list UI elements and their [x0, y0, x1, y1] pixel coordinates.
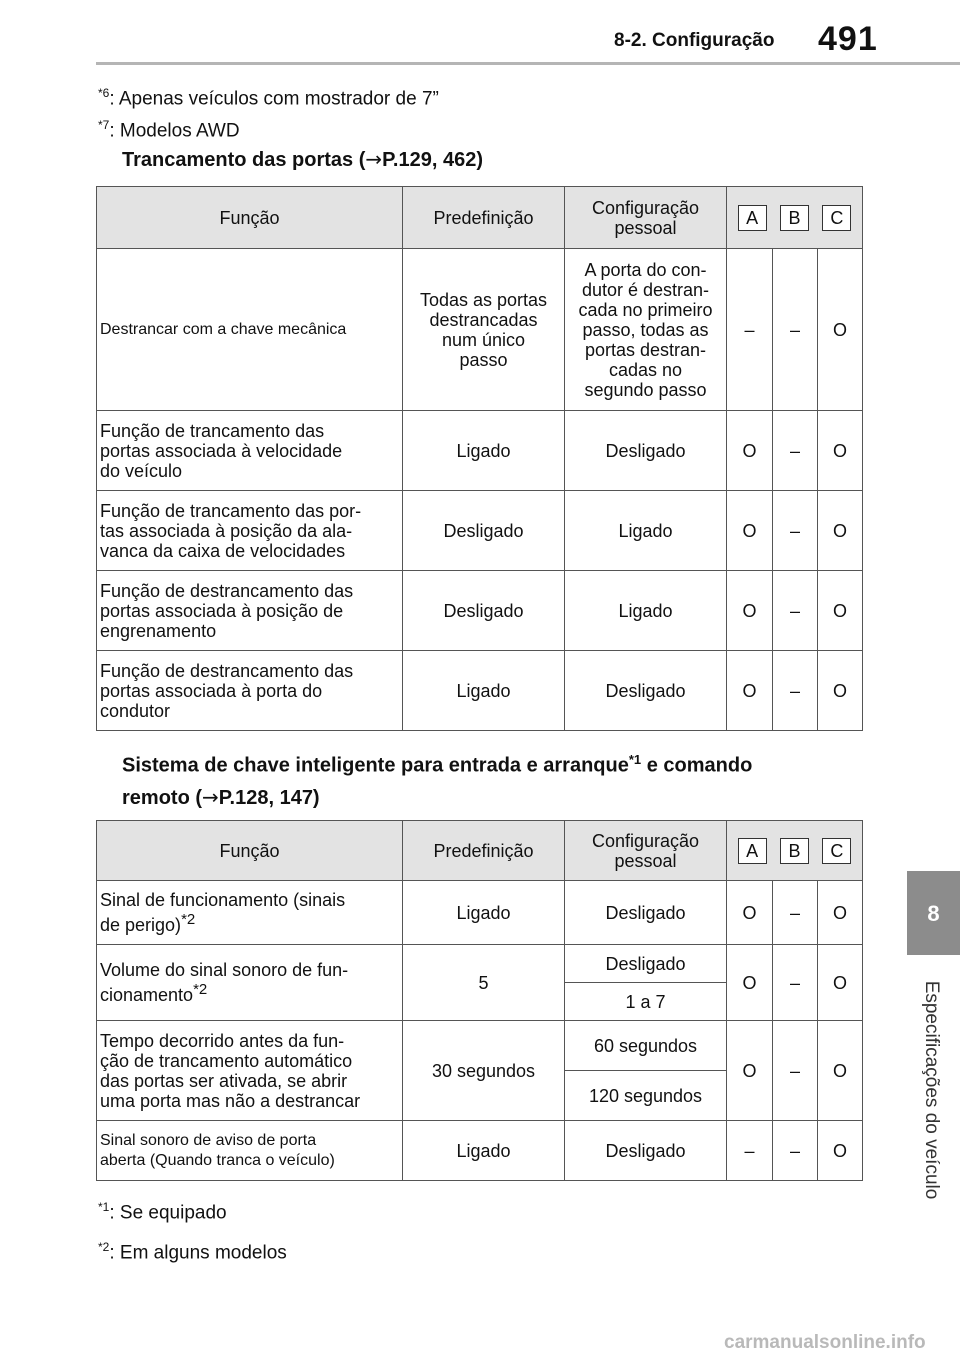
line: ção de trancamento automático: [100, 1050, 353, 1071]
cell-configuracao: 1 a 7: [565, 983, 727, 1021]
cell-b: –: [773, 249, 818, 411]
line: cada no primeiro: [578, 299, 713, 320]
line: do veículo: [100, 460, 183, 481]
title-page-ref: P.128, 147): [218, 786, 320, 809]
cell-c: O: [818, 1121, 863, 1181]
header-abc: [727, 821, 863, 881]
watermark: carmanualsonline.info: [724, 1332, 926, 1353]
header-configuracao: [565, 187, 727, 249]
header-funcao: Função: [97, 187, 403, 249]
cell-configuracao: 120 segundos: [565, 1071, 727, 1121]
cell-configuracao: [565, 249, 727, 411]
line: Função de destrancamento das: [100, 660, 354, 681]
table-header-row: [97, 187, 863, 249]
setting-b-box: B: [780, 205, 809, 231]
cell-a: O: [727, 651, 773, 731]
cell-predefinicao: Desligado: [403, 491, 565, 571]
page-number: 491: [818, 20, 878, 58]
table-row: [97, 571, 863, 651]
setting-b-box: B: [780, 838, 809, 864]
footnote-text: : Em alguns modelos: [109, 1242, 287, 1264]
line: Todas as portas: [419, 289, 548, 310]
section-heading: 8-2. Configuração: [614, 30, 775, 51]
cell-predefinicao: Ligado: [403, 881, 565, 945]
header-predefinicao: Predefinição: [403, 187, 565, 249]
cell-c: O: [818, 881, 863, 945]
cell-c: O: [818, 491, 863, 571]
section-title-smart-key: [122, 744, 752, 814]
cell-predefinicao: 5: [403, 945, 565, 1021]
line: portas associada à velocidade: [100, 440, 343, 461]
line: engrenamento: [100, 620, 217, 641]
cell-a: –: [727, 249, 773, 411]
cell-c: O: [818, 249, 863, 411]
cell-configuracao: Desligado: [565, 1121, 727, 1181]
cell-funcao: [97, 881, 403, 945]
chapter-title-vertical: [910, 960, 958, 1220]
cell-a: O: [727, 881, 773, 945]
door-locking-table: [96, 186, 863, 731]
footnote-6: [98, 86, 439, 110]
chapter-number: 8: [927, 901, 940, 926]
footnote-mark: *7: [98, 118, 110, 132]
title-text: Trancamento das portas (: [122, 149, 366, 171]
cell-b: –: [773, 571, 818, 651]
setting-c-box: C: [822, 838, 851, 864]
table-row: [97, 881, 863, 945]
cell-configuracao: Ligado: [565, 491, 727, 571]
smart-key-table: [96, 820, 863, 1181]
header-configuracao: [565, 821, 727, 881]
table-row: [97, 945, 863, 983]
table-row: [97, 651, 863, 731]
table-row: [97, 1021, 863, 1071]
table-row: [97, 491, 863, 571]
line: passo: [459, 349, 508, 370]
cell-funcao: [97, 571, 403, 651]
footnote-2: [98, 1240, 287, 1264]
setting-a-box: A: [738, 205, 767, 231]
header-funcao: Função: [97, 821, 403, 881]
table-row: [97, 1121, 863, 1181]
header-config-line: Configuração: [591, 830, 700, 851]
footnote-mark: *2: [98, 1240, 110, 1254]
footnote-text: : Se equipado: [109, 1202, 227, 1224]
cell-c: O: [818, 411, 863, 491]
footnote-mark: *6: [98, 86, 110, 100]
line: das portas ser ativada, se abrir: [100, 1070, 348, 1091]
footnote-mark: *1: [628, 752, 642, 767]
cell-a: O: [727, 1021, 773, 1121]
cell-predefinicao: Ligado: [403, 411, 565, 491]
footnote-mark: *2: [181, 911, 196, 928]
cell-configuracao: Desligado: [565, 651, 727, 731]
line: Sinal de funcionamento (sinais: [100, 890, 346, 910]
cell-funcao: [97, 491, 403, 571]
cell-b: –: [773, 411, 818, 491]
header-config-line: pessoal: [614, 217, 677, 238]
line: Função de trancamento das: [100, 420, 325, 441]
footnote-7: [98, 118, 240, 142]
line: A porta do con-: [584, 259, 707, 280]
line: dutor é destran-: [581, 279, 710, 300]
table-row: [97, 411, 863, 491]
line: condutor: [100, 700, 171, 721]
cell-configuracao: Desligado: [565, 411, 727, 491]
cell-funcao: [97, 945, 403, 1021]
header-config-line: pessoal: [614, 850, 677, 871]
cell-b: –: [773, 945, 818, 1021]
cell-a: O: [727, 411, 773, 491]
cell-b: –: [773, 651, 818, 731]
cell-configuracao: 60 segundos: [565, 1021, 727, 1071]
header-abc: [727, 187, 863, 249]
footnote-text: : Apenas veículos com mostrador de 7”: [109, 88, 439, 110]
cell-a: O: [727, 571, 773, 651]
title-page-ref: P.129, 462): [382, 149, 484, 171]
line: cionamento: [100, 985, 194, 1005]
line: de perigo): [100, 915, 182, 935]
line: portas associada à porta do: [100, 680, 323, 701]
header-divider: [96, 62, 960, 65]
line: aberta (Quando tranca o veículo): [100, 1151, 335, 1169]
line: tas associada à posição da ala-: [100, 520, 353, 541]
cell-funcao: [97, 651, 403, 731]
cell-configuracao: Desligado: [565, 945, 727, 983]
chapter-title: Especificações do veículo: [921, 980, 942, 1200]
line: cadas no: [608, 359, 683, 380]
title-text: e comando: [641, 754, 753, 777]
line: portas associada à posição de: [100, 600, 344, 621]
line: Função de trancamento das por-: [100, 500, 362, 521]
chapter-tab: [907, 871, 960, 955]
cell-b: –: [773, 1021, 818, 1121]
arrow-icon: →: [202, 784, 219, 809]
cell-a: O: [727, 491, 773, 571]
cell-funcao: [97, 411, 403, 491]
line: vanca da caixa de velocidades: [100, 540, 346, 561]
section-title-door-locking: [122, 144, 483, 176]
footnote-mark: *1: [98, 1200, 110, 1214]
cell-a: O: [727, 945, 773, 1021]
footnote-1: [98, 1200, 227, 1224]
setting-c-box: C: [822, 205, 851, 231]
table-header-row: [97, 821, 863, 881]
cell-b: –: [773, 881, 818, 945]
title-text: Sistema de chave inteligente para entrada e arranque: [122, 754, 629, 777]
cell-funcao: [97, 1021, 403, 1121]
line: Função de destrancamento das: [100, 580, 354, 601]
cell-predefinicao: Ligado: [403, 651, 565, 731]
cell-c: O: [818, 945, 863, 1021]
cell-funcao: Destrancar com a chave mecânica: [97, 249, 403, 411]
cell-predefinicao: Desligado: [403, 571, 565, 651]
header-predefinicao: Predefinição: [403, 821, 565, 881]
cell-c: O: [818, 651, 863, 731]
arrow-icon: →: [365, 147, 383, 171]
cell-b: –: [773, 491, 818, 571]
cell-predefinicao: [403, 249, 565, 411]
footnote-text: : Modelos AWD: [109, 120, 240, 142]
setting-a-box: A: [738, 838, 767, 864]
footnote-mark: *2: [193, 981, 208, 998]
line: Tempo decorrido antes da fun-: [100, 1030, 345, 1051]
line: portas destran-: [584, 339, 707, 360]
line: passo, todas as: [582, 319, 709, 340]
cell-predefinicao: 30 segundos: [403, 1021, 565, 1121]
cell-funcao: [97, 1121, 403, 1181]
header-config-line: Configuração: [591, 197, 700, 218]
cell-configuracao: Ligado: [565, 571, 727, 651]
line: num único: [441, 329, 526, 350]
cell-b: –: [773, 1121, 818, 1181]
cell-c: O: [818, 571, 863, 651]
line: destrancadas: [429, 309, 538, 330]
cell-predefinicao: Ligado: [403, 1121, 565, 1181]
line: Volume do sinal sonoro de fun-: [100, 960, 349, 980]
cell-c: O: [818, 1021, 863, 1121]
title-text: remoto (: [122, 786, 202, 809]
cell-configuracao: Desligado: [565, 881, 727, 945]
line: uma porta mas não a destrancar: [100, 1090, 361, 1111]
line: Sinal sonoro de aviso de porta: [100, 1131, 317, 1149]
cell-a: –: [727, 1121, 773, 1181]
table-row: [97, 249, 863, 411]
line: segundo passo: [584, 379, 707, 400]
